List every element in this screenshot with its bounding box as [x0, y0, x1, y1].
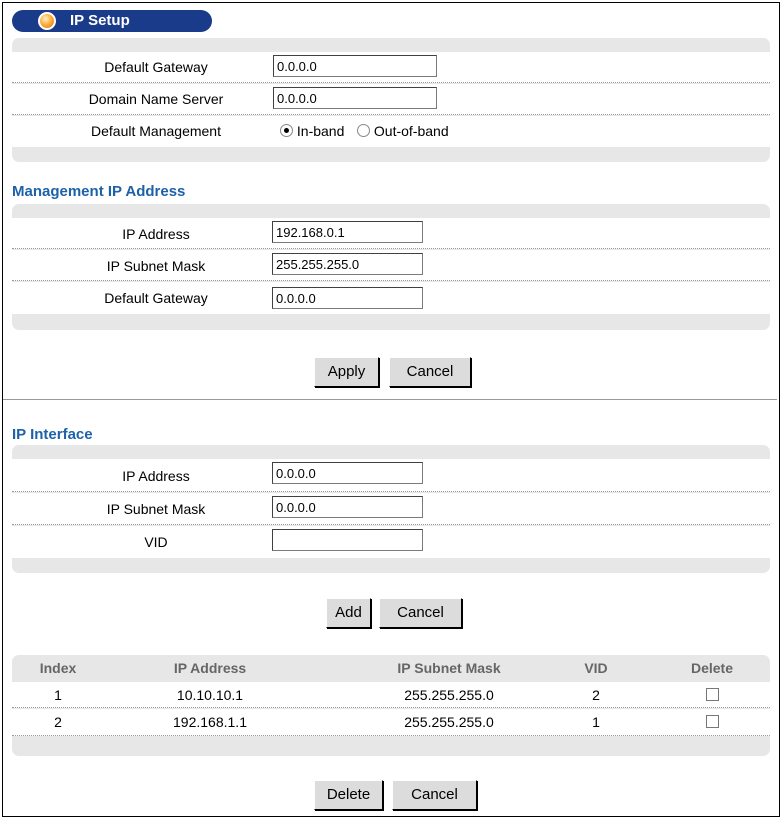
iface-cancel-button[interactable]: Cancel — [379, 598, 462, 628]
page-title: IP Setup — [70, 12, 130, 29]
col-ip-header: IP Address — [173, 660, 247, 676]
row-delete-cell — [677, 711, 747, 733]
mgmt-mask-label: IP Subnet Mask — [106, 258, 206, 274]
default-gateway-input[interactable] — [273, 55, 437, 77]
outband-option[interactable] — [357, 123, 449, 139]
mgmt-ip-input[interactable] — [272, 221, 423, 243]
divider — [3, 399, 777, 400]
inband-radio[interactable] — [280, 124, 293, 137]
iface-ip-label: IP Address — [122, 468, 190, 484]
col-mask-header: IP Subnet Mask — [397, 660, 501, 676]
row-iface-mask — [12, 493, 770, 525]
add-button[interactable]: Add — [326, 598, 371, 628]
row-mask: 255.255.255.0 — [404, 687, 494, 703]
apply-button[interactable]: Apply — [314, 357, 379, 387]
dns-label: Domain Name Server — [88, 91, 224, 107]
row-mgmt-mask — [12, 250, 770, 281]
orb-icon — [38, 12, 56, 30]
row-iface-vid — [12, 526, 770, 558]
row-ip: 10.10.10.1 — [176, 687, 244, 703]
row-vid: 1 — [592, 714, 600, 730]
col-index-header: Index — [39, 660, 77, 676]
row-default-gateway — [12, 52, 770, 83]
iface-mask-label: IP Subnet Mask — [106, 501, 206, 517]
delete-checkbox[interactable] — [706, 715, 719, 728]
row-delete-cell — [677, 684, 747, 706]
row-index: 1 — [54, 687, 62, 703]
delete-button[interactable]: Delete — [314, 780, 383, 810]
inband-label: In-band — [296, 123, 345, 139]
iface-mask-input[interactable] — [272, 496, 423, 518]
table-row — [12, 709, 770, 736]
row-vid: 2 — [592, 687, 600, 703]
row-iface-ip — [12, 459, 770, 492]
row-mask: 255.255.255.0 — [404, 714, 494, 730]
interface-section-title: IP Interface — [12, 426, 93, 443]
default-management-label: Default Management — [91, 123, 221, 139]
row-mgmt-gateway — [12, 282, 770, 314]
mgmt-mask-input[interactable] — [272, 253, 423, 275]
table-header — [12, 655, 770, 681]
col-delete-header: Delete — [690, 660, 734, 676]
iface-ip-input[interactable] — [272, 462, 423, 484]
management-section-title: Management IP Address — [12, 183, 186, 200]
title-pill — [12, 10, 212, 32]
row-dns — [12, 84, 770, 115]
mgmt-ip-label: IP Address — [122, 226, 190, 242]
row-default-management — [12, 116, 770, 147]
delete-checkbox[interactable] — [706, 688, 719, 701]
inband-option[interactable] — [280, 123, 344, 139]
row-mgmt-ip — [12, 218, 770, 249]
col-vid-header: VID — [584, 660, 608, 676]
row-ip: 192.168.1.1 — [173, 714, 247, 730]
iface-vid-label: VID — [144, 534, 168, 550]
mgmt-cancel-button[interactable]: Cancel — [389, 357, 471, 387]
iface-vid-input[interactable] — [272, 529, 423, 551]
outband-radio[interactable] — [357, 124, 370, 137]
mgmt-gateway-label: Default Gateway — [104, 290, 208, 306]
default-gateway-label: Default Gateway — [104, 59, 208, 75]
table-row — [12, 682, 770, 708]
row-index: 2 — [54, 714, 62, 730]
dns-input[interactable] — [273, 87, 437, 109]
table-cancel-button[interactable]: Cancel — [392, 780, 477, 810]
outband-label: Out-of-band — [373, 123, 449, 139]
mgmt-gateway-input[interactable] — [272, 287, 423, 309]
